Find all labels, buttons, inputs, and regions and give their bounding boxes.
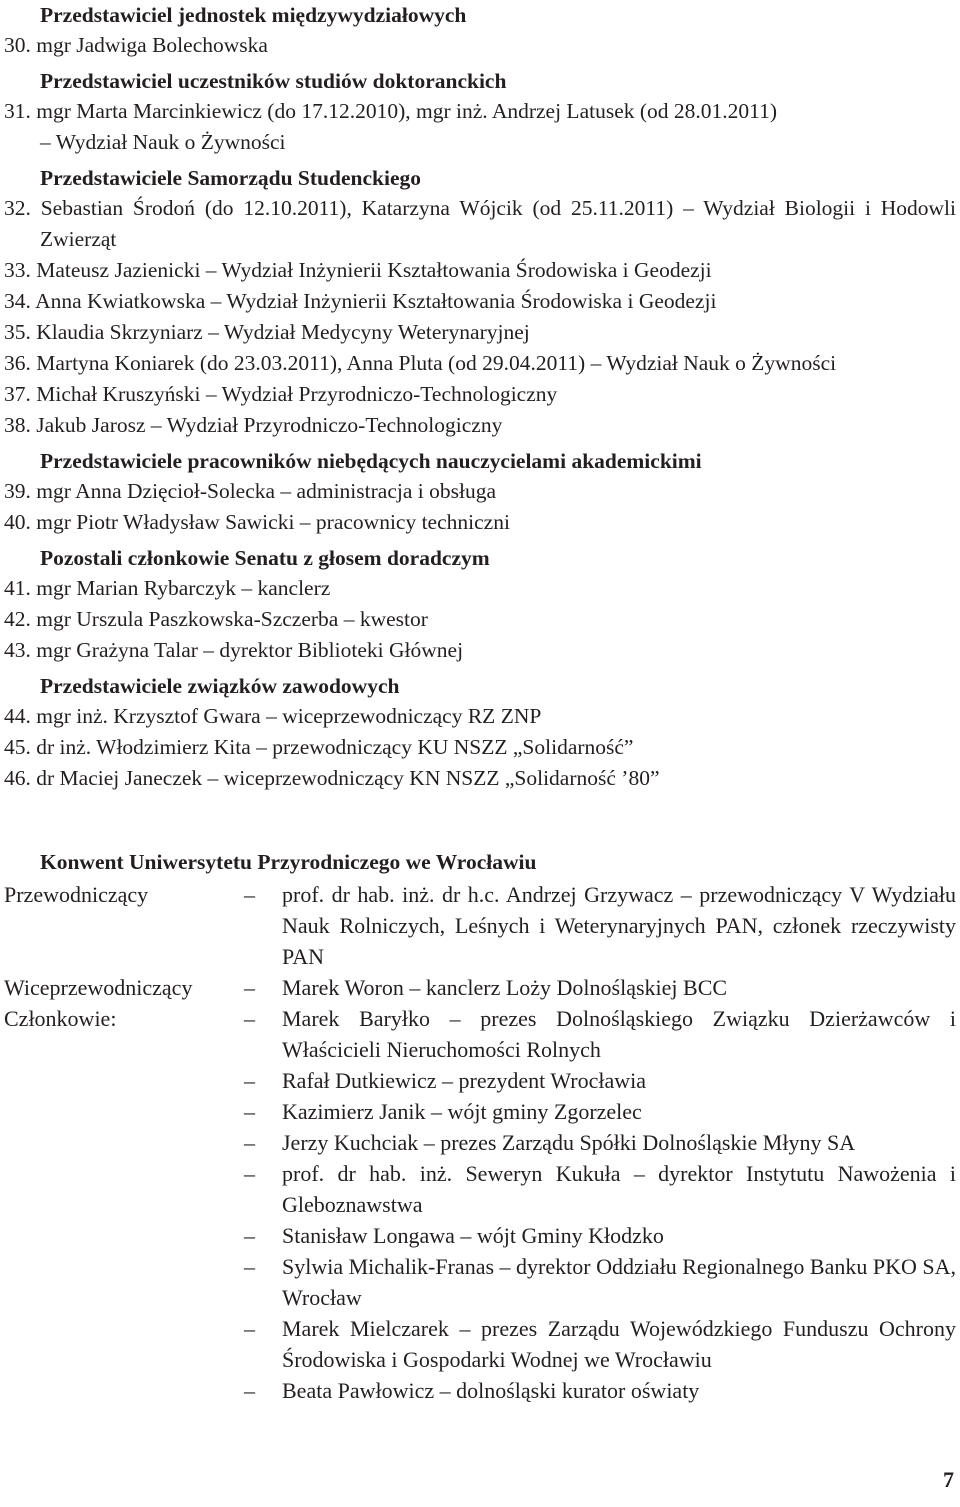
dash: – [244,1099,255,1124]
dash: – [244,1316,255,1341]
konwent-member: Sylwia Michalik-Franas – dyrektor Oddziału Regionalnego Banku PKO SA, Wrocław [282,1254,956,1310]
dash: – [244,1130,255,1155]
main-content [4,0,956,794]
konwent-member: Kazimierz Janik – wójt gminy Zgorzelec [282,1099,642,1124]
konwent-heading: Konwent Uniwersytetu Przyrodniczego we Wrocławiu [40,850,537,874]
section-heading: Przedstawiciel uczestników studiów doktoranckich [40,69,507,93]
section-doktoranci [4,66,956,158]
dash: – [244,1254,255,1279]
dash: – [244,882,255,907]
dash: – [244,1378,255,1403]
section-zwiazki [4,671,956,794]
list-item: 39. mgr Anna Dzięcioł-Solecka – administracja i obsługa [4,479,496,503]
page-number: 7 [943,1467,954,1492]
konwent-row [4,1158,956,1220]
list-item: 34. Anna Kwiatkowska – Wydział Inżynierii Kształtowania Środowiska i Geodezji [4,289,717,313]
konwent-row [4,879,956,972]
list-item: 41. mgr Marian Rybarczyk – kanclerz [4,576,331,600]
konwent-role: Przewodniczący [4,882,149,907]
konwent-row [4,1220,956,1251]
section-heading: Przedstawiciele związków zawodowych [40,674,400,698]
konwent-row [4,1096,956,1127]
konwent-member: Jerzy Kuchciak – prezes Zarządu Spółki Dolnośląskie Młyny SA [282,1130,856,1155]
section-heading: Przedstawiciele pracowników niebędących nauczycielami akademickimi [40,449,702,473]
konwent-member: Rafał Dutkiewicz – prezydent Wrocławia [282,1068,646,1093]
list-item: 31. mgr Marta Marcinkiewicz (do 17.12.2010), mgr inż. Andrzej Latusek (od 28.01.2011) [4,99,778,123]
konwent-role [4,1313,244,1375]
konwent-row [4,972,956,1003]
konwent-row [4,1251,956,1313]
list-item: 42. mgr Urszula Paszkowska-Szczerba – kwestor [4,607,428,631]
konwent-role [4,1127,244,1158]
dash: – [244,1068,255,1093]
konwent-role: Wiceprzewodniczący [4,975,193,1000]
konwent-member: Marek Baryłko – prezes Dolnośląskiego Związku Dzierżawców i Właścicieli Nieruchomości Rolnych [282,1006,956,1062]
list-item: 30. mgr Jadwiga Bolechowska [4,33,268,57]
list-item: 38. Jakub Jarosz – Wydział Przyrodniczo-Technologiczny [4,413,503,437]
konwent-member: prof. dr hab. inż. Seweryn Kukuła – dyrektor Instytutu Nawożenia i Gleboznawstwa [282,1161,956,1217]
list-item: 35. Klaudia Skrzyniarz – Wydział Medycyny Weterynaryjnej [4,320,530,344]
section-heading: Przedstawiciele Samorządu Studenckiego [40,166,421,190]
konwent-row [4,1065,956,1096]
list-item: 32. Sebastian Środoń (do 12.10.2011), Katarzyna Wójcik (od 25.11.2011) – Wydział Biologii i Hodowli Zwierząt [4,196,956,251]
konwent-member: prof. dr hab. inż. dr h.c. Andrzej Grzywacz – przewodniczący V Wydziału Nauk Rolniczych, Leśnych i Weterynaryjnych PAN, członek rzeczywisty PAN [282,882,956,969]
konwent-row [4,1127,956,1158]
list-item-continuation: – Wydział Nauk o Żywności [40,130,286,154]
dash: – [244,1006,255,1031]
list-item: 40. mgr Piotr Władysław Sawicki – pracownicy techniczni [4,510,510,534]
konwent-role [4,1158,244,1220]
list-item: 45. dr inż. Włodzimierz Kita – przewodniczący KU NSZZ „Solidarność” [4,735,634,759]
section-doradczy [4,543,956,666]
dash: – [244,975,255,1000]
list-item: 46. dr Maciej Janeczek – wiceprzewodniczący KN NSZZ „Solidarność ’80” [4,766,660,790]
konwent-row [4,1375,956,1406]
konwent-row [4,1003,956,1065]
section-heading: Pozostali członkowie Senatu z głosem doradczym [40,546,490,570]
konwent-role [4,1096,244,1127]
konwent-role [4,1065,244,1096]
konwent-member: Marek Woron – kanclerz Loży Dolnośląskiej BCC [282,975,728,1000]
konwent-member: Marek Mielczarek – prezes Zarządu Wojewódzkiego Funduszu Ochrony Środowiska i Gospodarki Wodnej we Wrocławiu [282,1316,956,1372]
section-konwent [4,847,956,1406]
dash: – [244,1161,255,1186]
list-item: 36. Martyna Koniarek (do 23.03.2011), Anna Pluta (od 29.04.2011) – Wydział Nauk o Żywności [4,351,837,375]
list-item: 44. mgr inż. Krzysztof Gwara – wiceprzewodniczący RZ ZNP [4,704,542,728]
konwent-row [4,1313,956,1375]
dash: – [244,1223,255,1248]
konwent-member: Beata Pawłowicz – dolnośląski kurator oświaty [282,1378,700,1403]
section-samorzad [4,163,956,441]
list-item: 37. Michał Kruszyński – Wydział Przyrodniczo-Technologiczny [4,382,558,406]
list-item: 33. Mateusz Jazienicki – Wydział Inżynierii Kształtowania Środowiska i Geodezji [4,258,712,282]
konwent-role [4,1251,244,1313]
section-jednostki [4,0,956,61]
konwent-role [4,1220,244,1251]
konwent-role [4,1375,244,1406]
konwent-role: Członkowie: [4,1006,117,1031]
section-heading: Przedstawiciel jednostek międzywydziałowych [40,3,467,27]
list-item: 43. mgr Grażyna Talar – dyrektor Biblioteki Głównej [4,638,464,662]
section-pracownicy [4,446,956,538]
konwent-member: Stanisław Longawa – wójt Gminy Kłodzko [282,1223,664,1248]
